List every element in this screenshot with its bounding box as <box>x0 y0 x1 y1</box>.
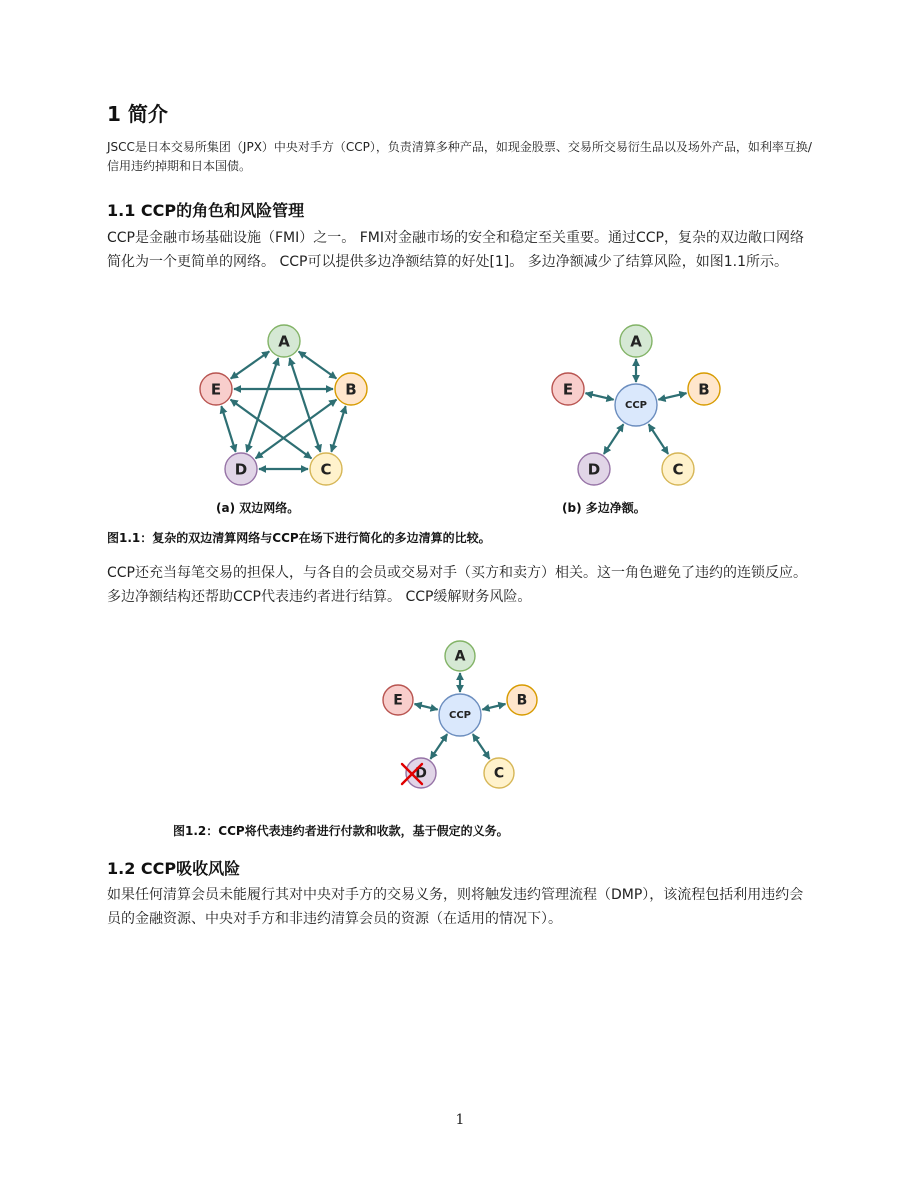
fig1a-node-c-label: C <box>320 460 332 479</box>
bilateral-arrow-d-e <box>221 406 235 452</box>
fig1a-node-e-label: E <box>210 380 222 399</box>
section-1-1-text-2: CCP还充当每笔交易的担保人，与各自的会员或交易对手（买方和卖方）相关。这一角色避免了违约的连锁反应。 多边净额结构还帮助CCP代表违约者进行结算。 CCP缓解财务风险。 <box>107 565 807 605</box>
fig2-node-b-label: B <box>516 692 528 709</box>
fig1b-node-d-label: D <box>587 460 601 479</box>
fig2-node-b <box>507 685 537 715</box>
fig2-node-c-label: C <box>493 765 505 782</box>
fig2-node-d-label: D <box>415 765 427 782</box>
fig1b-node-ccp-label: CCP <box>624 400 648 411</box>
fig1b-arrow-ccp-b <box>658 393 686 400</box>
fig2-arrow-ccp-e <box>415 704 438 710</box>
bilateral-arrow-a-c <box>290 358 321 452</box>
section-1-2-title: 1.2 CCP吸收风险 <box>107 859 241 878</box>
fig2-node-c <box>484 758 514 788</box>
fig2-node-ccp <box>439 694 481 736</box>
fig1b-node-c-label: C <box>672 460 684 479</box>
fig1a-node-a <box>268 325 300 357</box>
fig1a-node-b-label: B <box>345 380 357 399</box>
fig1b-node-e <box>552 373 584 405</box>
fig2-arrow-ccp-d <box>430 734 447 759</box>
fig2-arrow-ccp-c <box>473 734 490 759</box>
fig1b-arrow-ccp-e <box>586 393 614 400</box>
fig1a-node-a-label: A <box>278 332 290 351</box>
figure-1-1-caption: 图1.1：复杂的双边清算网络与CCP在场下进行简化的多边清算的比较。 <box>107 531 491 545</box>
bilateral-arrow-a-b <box>299 351 337 378</box>
page-number: 1 <box>455 1112 465 1128</box>
fig1a-node-e <box>200 373 232 405</box>
fig1a-node-b <box>335 373 367 405</box>
fig1b-node-b <box>688 373 720 405</box>
fig1a-node-c <box>310 453 342 485</box>
fig1a-node-d <box>225 453 257 485</box>
bilateral-arrow-a-d <box>247 358 279 452</box>
fig2-node-ccp-label: CCP <box>448 710 472 721</box>
bilateral-arrow-a-e <box>231 351 270 378</box>
fig2-node-a <box>445 641 475 671</box>
section-1-text: JSCC是日本交易所集团（JPX）中央对手方（CCP），负责清算多种产品，如现金股票、交易所交易衍生品以及场外产品，如利率互换/信用违约掉期和日本国债。 <box>107 140 812 173</box>
fig1b-arrow-ccp-c <box>649 424 669 454</box>
fig1b-node-b-label: B <box>698 380 710 399</box>
figure-1-2-caption: 图1.2：CCP将代表违约者进行付款和收款，基于假定的义务。 <box>173 824 509 838</box>
fig1b-node-d <box>578 453 610 485</box>
fig2-node-a-label: A <box>454 648 466 665</box>
section-1-1-text: CCP是金融市场基础设施（FMI）之一。 FMI对金融市场的安全和稳定至关重要。通过CCP，复杂的双边敞口网络简化为一个更简单的网络。 CCP可以提供多边净额结算的好处[1]。 多边净额减少了结算风险，如图1.1所示。 <box>107 230 804 270</box>
fig1b-node-a-label: A <box>630 332 642 351</box>
bilateral-arrow-b-c <box>331 406 345 452</box>
fig1b-node-a <box>620 325 652 357</box>
bilateral-arrow-b-d <box>256 400 337 459</box>
fig1b-node-ccp <box>615 384 657 426</box>
section-1-title: 1 简介 <box>107 102 168 126</box>
section-1-2-text: 如果任何清算会员未能履行其对中央对手方的交易义务，则将触发违约管理流程（DMP），该流程包括利用违约会员的金融资源、中央对手方和非违约清算会员的资源（在适用的情况下）。 <box>107 887 804 927</box>
fig2-arrow-ccp-b <box>482 704 505 710</box>
fig1a-node-d-label: D <box>234 460 248 479</box>
figure-1-1-subcaption-a: (a) 双边网络。 <box>216 501 300 515</box>
fig2-node-e <box>383 685 413 715</box>
fig2-node-e-label: E <box>393 692 403 709</box>
fig1b-arrow-ccp-d <box>604 424 624 454</box>
fig1b-node-e-label: E <box>562 380 574 399</box>
section-1-1-title: 1.1 CCP的角色和风险管理 <box>107 201 305 220</box>
bilateral-arrow-c-e <box>231 400 312 459</box>
figure-1-1-subcaption-b: (b) 多边净额。 <box>562 501 646 515</box>
fig1b-node-c <box>662 453 694 485</box>
